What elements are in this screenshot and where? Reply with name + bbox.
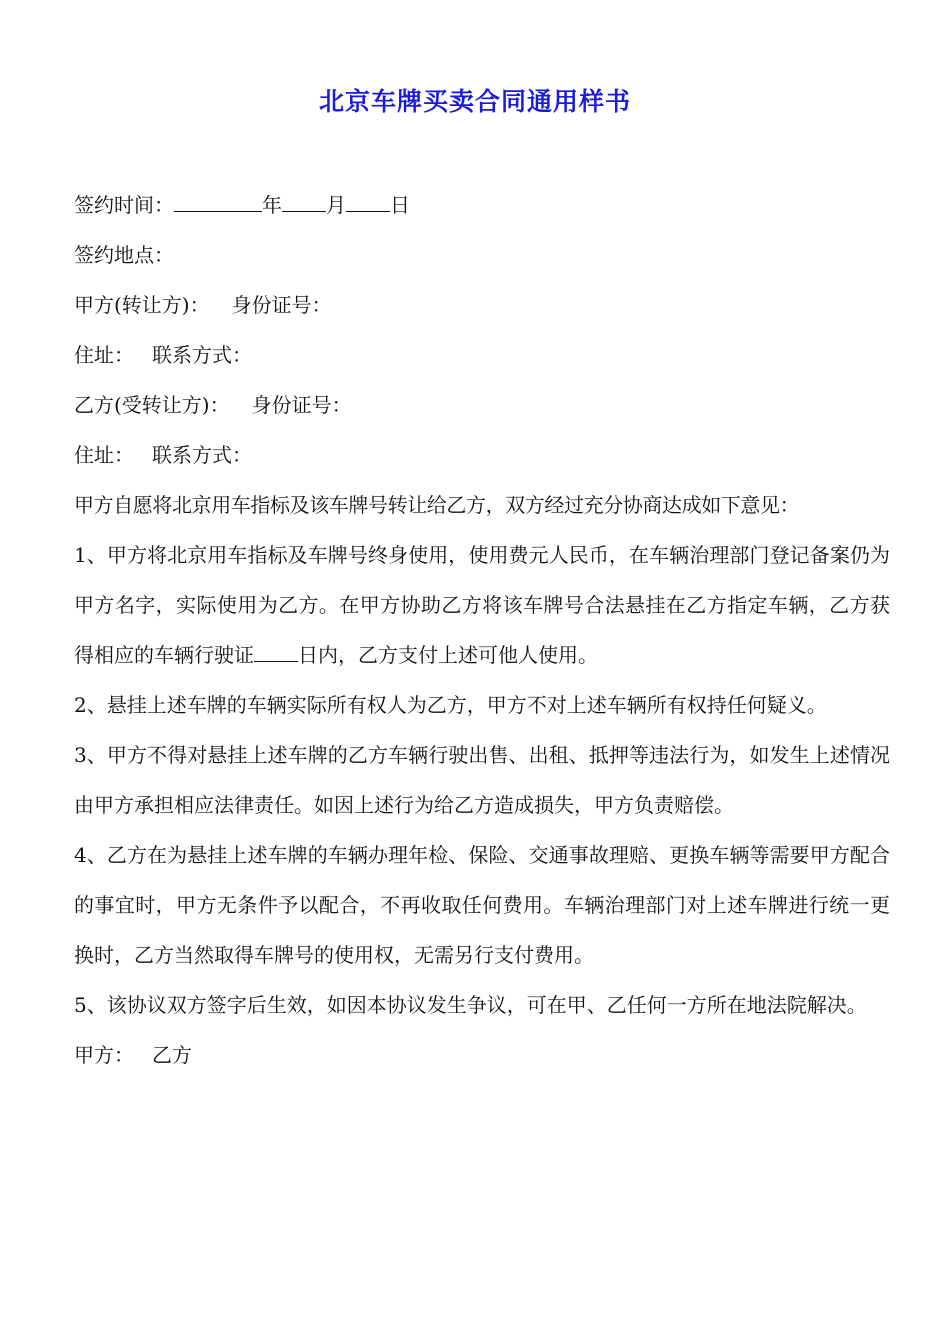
party-b-contact-label: 联系方式： bbox=[152, 443, 252, 467]
clause-4: 4、乙方在为悬挂上述车牌的车辆办理年检、保险、交通事故理赔、更换车辆等需要甲方配合的事宜时，甲方无条件予以配合，不再收取任何费用。车辆治理部门对上述车牌进行统一更换时，乙方当然取得车牌号的使用权，无需另行支付费用。 bbox=[74, 843, 890, 967]
party-b-id-label: 身份证号： bbox=[251, 393, 352, 417]
year-blank bbox=[174, 189, 262, 212]
clause-1 bbox=[74, 530, 890, 680]
clause-1-text: 1、甲方将北京用车指标及车牌号终身使用，使用费元人民币，在车辆治理部门登记备案仍为甲方名字，实际使用为乙方。在甲方协助乙方将该车牌号合法悬挂在乙方指定车辆，乙方获得相应的车辆行驶证 bbox=[74, 543, 890, 667]
signature-line bbox=[74, 1030, 890, 1080]
party-b-line bbox=[74, 380, 890, 430]
party-a-label: 甲方(转让方)： bbox=[74, 293, 210, 317]
sign-place-line: 签约地点： bbox=[74, 243, 174, 267]
party-a-address-label: 住址： bbox=[74, 343, 134, 367]
days-blank bbox=[254, 639, 298, 662]
signature-party-a: 甲方： bbox=[74, 1043, 134, 1067]
party-b-label: 乙方(受转让方)： bbox=[74, 393, 230, 417]
party-a-contact-label: 联系方式： bbox=[152, 343, 252, 367]
signature-party-b: 乙方 bbox=[152, 1043, 192, 1067]
document-title: 北京车牌买卖合同通用样书 bbox=[318, 87, 631, 116]
document-body bbox=[74, 180, 890, 1080]
party-b-address-line bbox=[74, 430, 890, 480]
clause-5: 5、该协议双方签字后生效，如因本协议发生争议，可在甲、乙任何一方所在地法院解决。 bbox=[74, 993, 867, 1017]
month-blank bbox=[282, 189, 326, 212]
clause-3: 3、甲方不得对悬挂上述车牌的乙方车辆行驶出售、出租、抵押等违法行为，如发生上述情况由甲方承担相应法律责任。如因上述行为给乙方造成损失，甲方负责赔偿。 bbox=[74, 743, 890, 817]
month-label: 月 bbox=[326, 193, 346, 217]
intro-paragraph: 甲方自愿将北京用车指标及该车牌号转让给乙方，双方经过充分协商达成如下意见： bbox=[74, 493, 800, 517]
day-blank bbox=[346, 189, 390, 212]
year-label: 年 bbox=[262, 193, 282, 217]
party-a-id-label: 身份证号： bbox=[231, 293, 332, 317]
party-b-address-label: 住址： bbox=[74, 443, 134, 467]
clause-1-text-end: 日内，乙方支付上述可他人使用。 bbox=[298, 643, 598, 667]
day-label: 日 bbox=[390, 193, 410, 217]
party-a-line bbox=[74, 280, 890, 330]
sign-time-line bbox=[74, 180, 890, 230]
clause-2: 2、悬挂上述车牌的车辆实际所有权人为乙方，甲方不对上述车辆所有权持任何疑义。 bbox=[74, 693, 827, 717]
sign-time-label: 签约时间： bbox=[74, 193, 174, 217]
party-a-address-line bbox=[74, 330, 890, 380]
